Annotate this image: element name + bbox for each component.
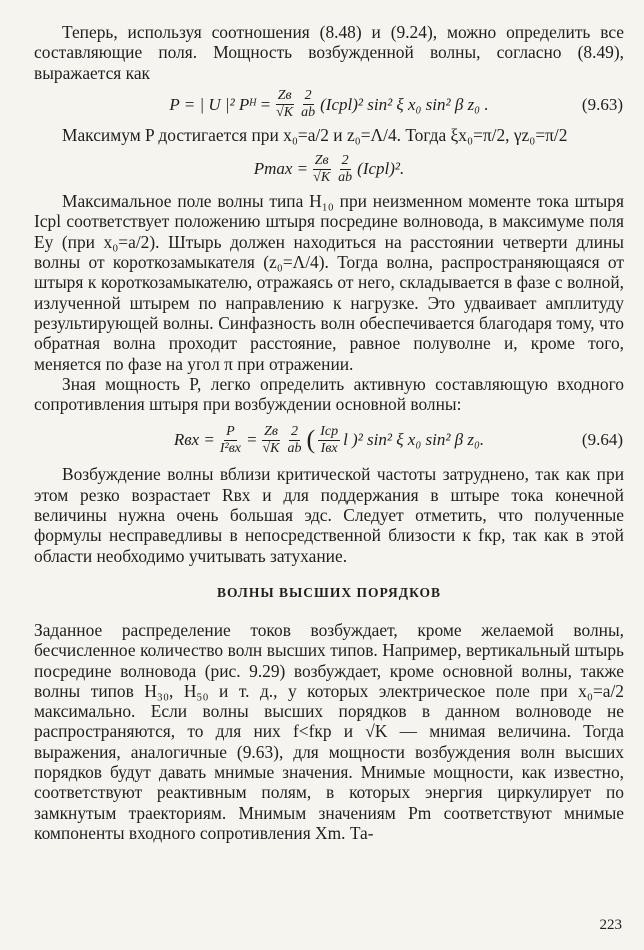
fraction: $\frac{Zв}{√K}$ [313, 152, 331, 185]
formula-equals: = [246, 430, 258, 450]
open-paren: ( [306, 425, 316, 455]
formula-lhs: Pmax = [253, 159, 309, 179]
page-number: 223 [599, 917, 622, 933]
fraction: $\frac{P}{\text{I²вх}}$ [219, 423, 241, 456]
fraction: $\frac{2}{ab}$ [338, 152, 353, 185]
fraction: $\frac{2}{ab}$ [301, 88, 316, 121]
page [34, 22, 624, 843]
formula-rest: (Iсрl)². [357, 159, 405, 179]
formula-lhs: Rвх = [173, 430, 215, 450]
formula-9-64 [34, 416, 624, 464]
equation-number: (9.63) [581, 94, 623, 114]
formula-lhs: P = | U |² Pᴴ = [169, 94, 272, 114]
equation-number: (9.64) [581, 430, 623, 450]
section-heading: ВОЛНЫ ВЫСШИХ ПОРЯДКОВ [216, 584, 442, 600]
fraction: $\frac{Zв}{√K}$ [262, 423, 280, 456]
paragraph-5: Возбуждение волны вблизи критической частоты затруднено, так как при этом резко возрастает Rвх и для поддержания в штыре тока конечной величины нужна очень большая эдс. Следует отметить, что полученные формулы несправедливы в непосредственной близости к fкр, так как в этой области необходимо учитывать затухание. [34, 464, 624, 566]
paragraph-6: Заданное распределение токов возбуждает, кроме желаемой волны, бесчисленное количество волн высших типов. Например, вертикальный штырь посредине волновода (рис. 9.29) возбуждает, кроме основной волны, также волны типов H₃₀, H₅₀ и т. д., у которых электрическое поле при x₀=a/2 максимально. Если волны высших порядков в данном волноводе не распространяются, то для них f<fкр и √K — мнимая величина. Тогда выражения, аналогичные (9.63), для мощности возбуждения волн высших порядков будут давать мнимые значения. Мнимые мощности, как известно, соответствуют реактивным полям, в которых энергия циркулирует по замкнутым траекториям. Мнимым значениям Pm соответствуют мнимые компоненты входного сопротивления Xm. Та- [34, 619, 624, 843]
formula-pmax [34, 147, 624, 191]
fraction: $\frac{2}{ab}$ [287, 423, 302, 456]
fraction: $\frac{\text{Iср}}{\text{Iвх}}$ [320, 423, 339, 456]
paragraph-4: Зная мощность P, легко определить активную составляющую входного сопротивления штыря при возбуждении основной волны: [34, 373, 624, 415]
formula-rest: (Iсрl)² sin² ξ x₀ sin² β z₀ . [320, 94, 489, 114]
formula-rest: l )² sin² ξ x₀ sin² β z₀. [343, 430, 485, 450]
paragraph-1: Теперь, используя соотношения (8.48) и (9.24), можно определить все составляющие поля. Мощность возбужденной волны, согласно (8.49), выражается как [34, 22, 624, 83]
formula-9-63 [34, 85, 624, 125]
paragraph-3: Максимальное поле волны типа H₁₀ при неизменном моменте тока штыря Iсрl соответствует положению штыря посредине волновода, в максимуме поля Ey (при x₀=a/2). Штырь должен находиться на расстоянии четверти длины волны от короткозамыкателя (z₀=Λ/4). Тогда волна, распространяющаяся от штыря к короткозамыкателю, отражаясь от него, складывается в фазе с волной, излученной штырем по направлению к нагрузке. Это удваивает амплитуду результирующей волны. Синфазность волн обеспечивается благодаря тому, что обратная волна проходит расстояние, равное полуволне и, кроме того, меняется по фазе на угол π при отражении. [34, 191, 624, 374]
paragraph-2: Максимум P достигается при x₀=a/2 и z₀=Λ/4. Тогда ξx₀=π/2, γz₀=π/2 [62, 124, 568, 145]
fraction: $\frac{Zв}{√K}$ [276, 88, 294, 121]
